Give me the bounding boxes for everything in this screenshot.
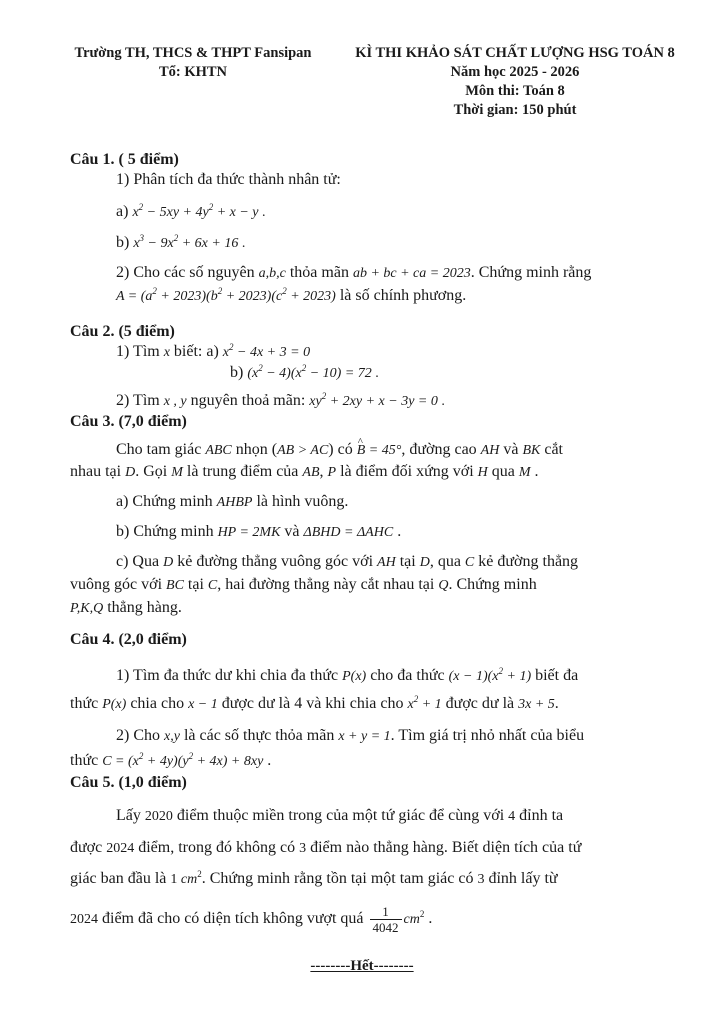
q3-part-c-line2: vuông góc với BC tại C, hai đường thẳng này cắt nhau tại Q. Chứng minh — [70, 576, 537, 593]
subject: Môn thi: Toán 8 — [465, 83, 565, 99]
q4-line2: thức P(x) chia cho x − 1 được dư là 4 và khi chia cho $x^2 + 1$ được dư là 3x + 5. — [70, 694, 559, 712]
q1-part1b: b) $x^3 - 9x^2 + 6x + 16$ . — [116, 233, 246, 251]
q5-line2: được 2024 điểm, trong đó không có 3 điểm nào thẳng hàng. Biết diện tích của tứ — [70, 839, 582, 856]
school-name: Trường TH, THCS & THPT Fansipan — [74, 45, 312, 61]
q3-line1: Cho tam giác ABC nhọn (AB > AC) có ^ B = 45°, đường cao AH và BK cắt — [116, 440, 563, 461]
q2-title: Câu 2. (5 điểm) — [70, 323, 175, 340]
q1-part1: 1) Phân tích đa thức thành nhân tử: — [116, 171, 341, 188]
q1-part2-line1: 2) Cho các số nguyên a,b,c thỏa mãn ab + bc + ca = 2023. Chứng minh rằng — [116, 264, 592, 281]
q2-part1a: 1) Tìm x biết: a) $x^2 - 4x + 3 = 0$ — [116, 342, 311, 360]
q1-title: Câu 1. ( 5 điểm) — [70, 151, 179, 168]
duration: Thời gian: 150 phút — [453, 102, 577, 118]
q3-part-b: b) Chứng minh HP = 2MK và ΔBHD = ΔAHC . — [116, 523, 402, 540]
q5-line3: giác ban đầu là 1 $cm^2$. Chứng minh rằng tồn tại một tam giác có 3 đỉnh lấy từ — [70, 869, 558, 887]
q3-title: Câu 3. (7,0 điểm) — [70, 413, 187, 430]
q2-part2: 2) Tìm x , y nguyên thoả mãn: $xy^2 + 2xy + x - 3y = 0$ . — [116, 391, 445, 409]
end-marker: --------Hết-------- — [310, 958, 414, 974]
q1-part2-line2: $A = (a^2 + 2023)(b^2 + 2023)(c^2 + 2023)$ là số chính phương. — [116, 286, 467, 304]
fraction: $\frac{1}{4042}$ — [370, 904, 402, 935]
q4-line4: thức $C = (x^2 + 4y)(y^2 + 4x) + 8xy$ . — [70, 751, 272, 769]
school-year: Năm học 2025 - 2026 — [450, 64, 580, 80]
q4-line1: 1) Tìm đa thức dư khi chia đa thức P(x) cho đa thức $(x - 1)(x^2 + 1)$ biết đa — [116, 666, 579, 684]
exam-title: KÌ THI KHẢO SÁT CHẤT LƯỢNG HSG TOÁN 8 — [355, 45, 675, 61]
q3-part-c-line1: c) Qua D kẻ đường thẳng vuông góc với AH tại D, qua C kẻ đường thẳng — [116, 553, 579, 570]
q2-part1b: b) $(x^2 - 4)(x^2 - 10) = 72$ . — [230, 363, 379, 381]
q3-part-a: a) Chứng minh AHBP là hình vuông. — [116, 493, 349, 510]
q3-line2: nhau tại D. Gọi M là trung điểm của AB, P là điểm đối xứng với H qua M . — [70, 463, 539, 480]
q5-line1: Lấy 2020 điểm thuộc miền trong của một tứ giác để cùng với 4 đỉnh ta — [116, 807, 564, 824]
q1-part1a: a) $x^2 - 5xy + 4y^2 + x - y$ . — [116, 202, 266, 220]
department: Tổ: KHTN — [158, 64, 228, 80]
header-left — [58, 44, 328, 82]
q4-line3: 2) Cho x,y là các số thực thỏa mãn x + y = 1. Tìm giá trị nhỏ nhất của biểu — [116, 727, 585, 744]
header-right — [340, 44, 690, 120]
q4-title: Câu 4. (2,0 điểm) — [70, 631, 187, 648]
q3-part-c-line3: P,K,Q thẳng hàng. — [70, 599, 182, 616]
q5-line4: 2024 điểm đã cho có diện tích không vượt quá $\frac{1}{4042}$ $cm^2$ . — [70, 903, 433, 935]
q5-title: Câu 5. (1,0 điểm) — [70, 774, 187, 791]
